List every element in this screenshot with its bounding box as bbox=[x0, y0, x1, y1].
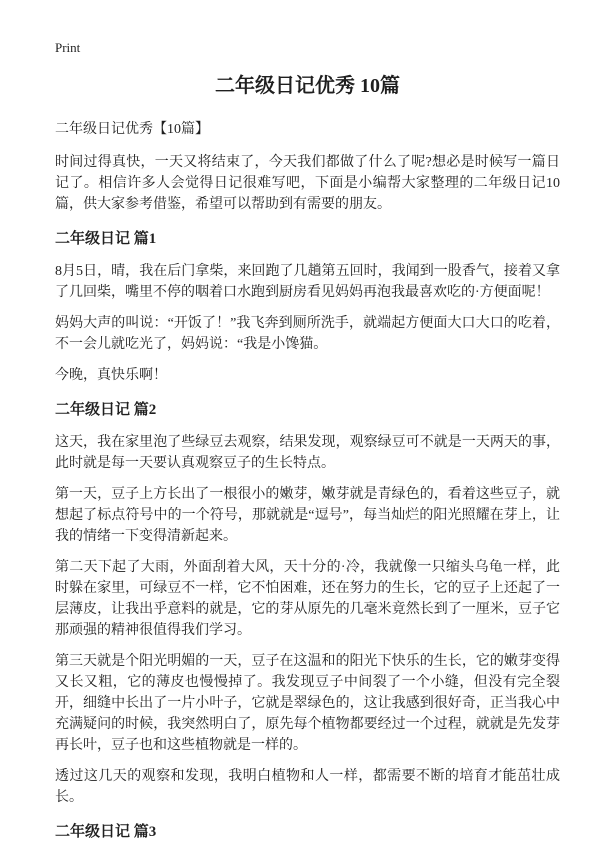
section-heading-diary-2: 二年级日记 篇2 bbox=[55, 402, 157, 418]
paragraph: 8月5日，晴，我在后门拿柴，来回跑了几趟第五回时，我闻到一股香气，接着又拿了几回柴，嘴里不停的咽着口水跑到厨房看见妈妈再泡我最喜欢吃的·方便面呢！ bbox=[55, 264, 560, 300]
paragraph: 今晚，真快乐啊！ bbox=[55, 368, 167, 383]
paragraph: 第三天就是个阳光明媚的一天，豆子在这温和的阳光下快乐的生长，它的嫩芽变得又长又粗，它的薄皮也慢慢掉了。我发现豆子中间裂了一个小缝，但没有完全裂开，细缝中长出了一片小叶子，它就是翠绿色的，这让我感到很好奇，正当我心中充满疑问的时候，我突然明白了，原先每个植物都要经过一个过程，就就是先发芽再长叶，豆子也和这些植物就是一样的。 bbox=[55, 654, 560, 753]
intro-paragraph: 时间过得真快，一天又将结束了，今天我们都做了什么了呢?想必是时候写一篇日记了。相信许多人会觉得日记很难写吧，下面是小编帮大家整理的二年级日记10篇，供大家参考借鉴，希望可以帮助到有需要的朋友。 bbox=[55, 155, 560, 212]
paragraph: 妈妈大声的叫说：“开饭了！”我飞奔到厕所洗手，就端起方便面大口大口的吃着，不一会儿就吃光了，妈妈说：“我是小馋猫。 bbox=[55, 316, 560, 352]
document-subtitle: 二年级日记优秀【10篇】 bbox=[55, 122, 209, 137]
paragraph: 第二天下起了大雨，外面刮着大风，天十分的·冷，我就像一只缩头乌龟一样，此时躲在家里，可绿豆不一样，它不怕困难，还在努力的生长，它的豆子上还起了一层薄皮，让我出乎意料的就是，它的芽从原先的几毫米竟然长到了一厘米，豆子它那顽强的精神很值得我们学习。 bbox=[55, 560, 560, 638]
paragraph: 第一天，豆子上方长出了一根很小的嫩芽，嫩芽就是青绿色的，看着这些豆子，就想起了标点符号中的一个符号，那就就是“逗号”，每当灿烂的阳光照耀在芽上，让我的情绪一下变得清新起来。 bbox=[55, 487, 560, 544]
paragraph: 透过这几天的观察和发现，我明白植物和人一样，都需要不断的培育才能茁壮成长。 bbox=[55, 769, 560, 805]
paragraph: 这天，我在家里泡了些绿豆去观察，结果发现，观察绿豆可不就是一天两天的事，此时就是每一天要认真观察豆子的生长特点。 bbox=[55, 435, 560, 471]
page-title: 二年级日记优秀 10篇 bbox=[215, 75, 400, 97]
section-heading-diary-3: 二年级日记 篇3 bbox=[55, 824, 157, 840]
section-heading-diary-1: 二年级日记 篇1 bbox=[55, 231, 157, 247]
print-link[interactable]: Print bbox=[55, 40, 81, 55]
